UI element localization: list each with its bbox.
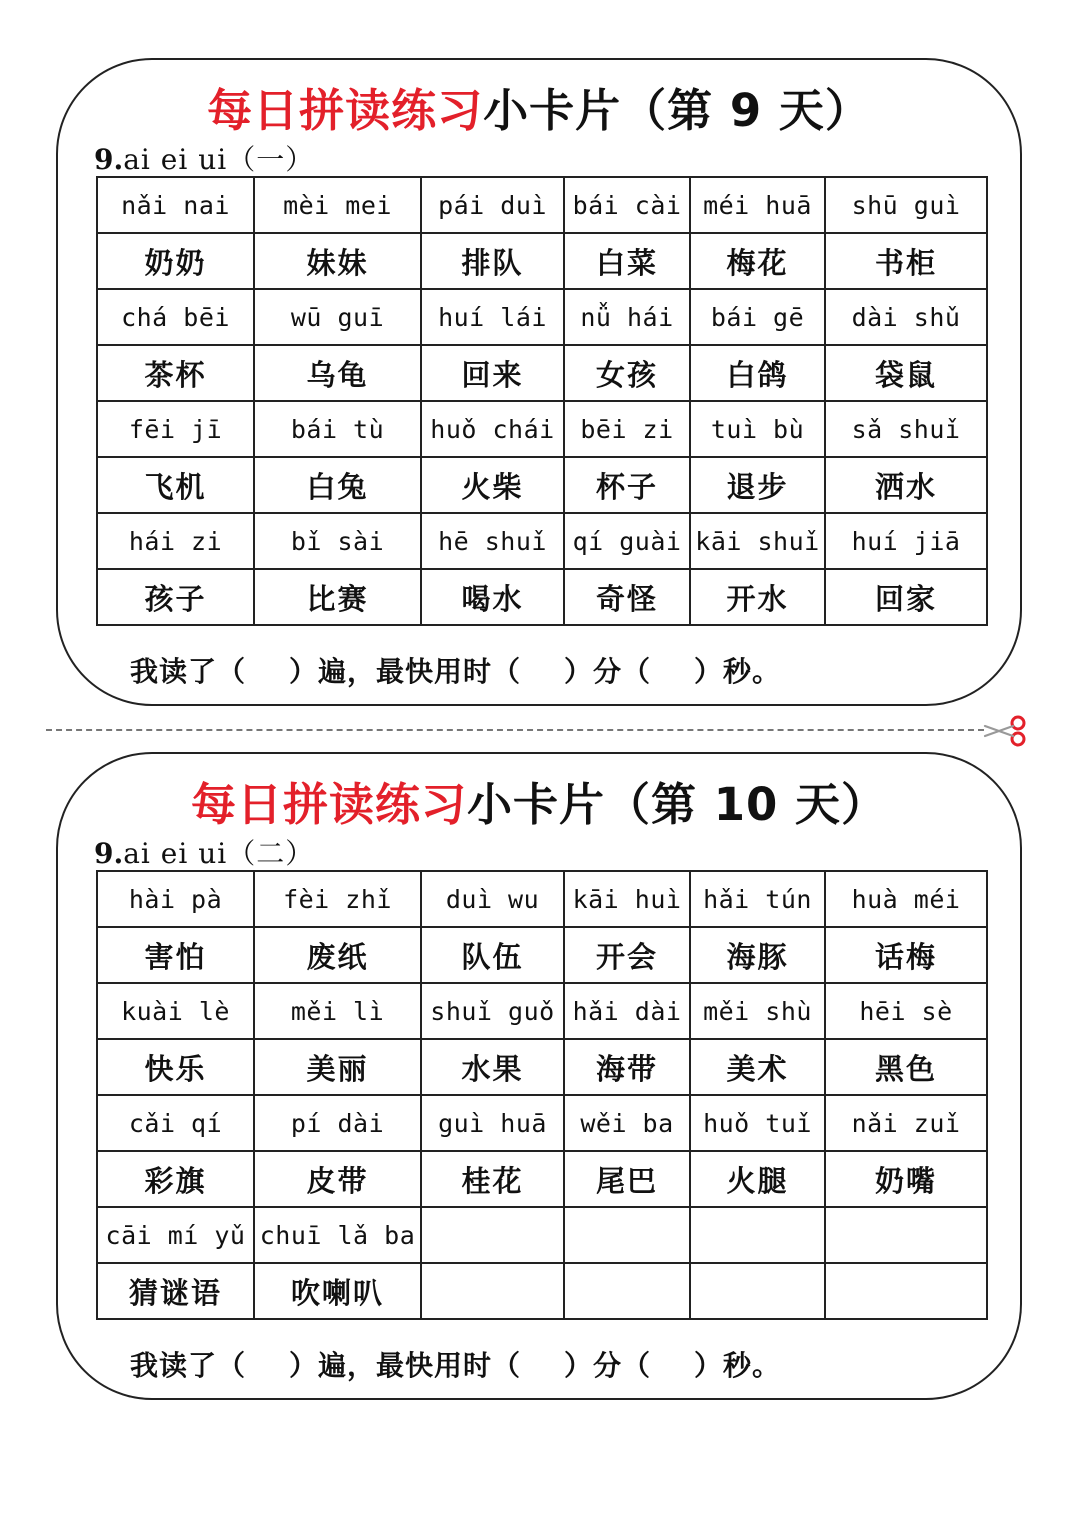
pinyin-cell: cǎi qí	[97, 1095, 254, 1151]
hanzi-cell: 飞机	[97, 457, 254, 513]
practice-card-day-10	[56, 752, 1022, 1400]
pinyin-cell: shū guì	[825, 177, 987, 233]
pinyin-row	[97, 983, 987, 1039]
hanzi-cell: 吹喇叭	[254, 1263, 421, 1319]
hanzi-row	[97, 569, 987, 625]
pinyin-row	[97, 513, 987, 569]
hanzi-cell: 桂花	[421, 1151, 564, 1207]
hanzi-cell: 杯子	[564, 457, 690, 513]
pinyin-cell	[690, 1207, 825, 1263]
hanzi-cell: 奶奶	[97, 233, 254, 289]
pinyin-cell: hǎi tún	[690, 871, 825, 927]
hanzi-cell: 袋鼠	[825, 345, 987, 401]
hanzi-row	[97, 1151, 987, 1207]
hanzi-cell: 女孩	[564, 345, 690, 401]
section-label	[94, 832, 314, 872]
hanzi-cell	[421, 1263, 564, 1319]
pinyin-cell	[564, 1207, 690, 1263]
pinyin-cell	[825, 1207, 987, 1263]
title-black-text: 小卡片（	[483, 84, 668, 137]
hanzi-cell: 梅花	[690, 233, 825, 289]
pinyin-cell: kuài lè	[97, 983, 254, 1039]
pinyin-cell: huí lái	[421, 289, 564, 345]
pinyin-cell: cāi mí yǔ	[97, 1207, 254, 1263]
hanzi-cell: 害怕	[97, 927, 254, 983]
pinyin-cell: pái duì	[421, 177, 564, 233]
hanzi-cell: 美术	[690, 1039, 825, 1095]
pinyin-cell: dài shǔ	[825, 289, 987, 345]
hanzi-cell: 洒水	[825, 457, 987, 513]
pinyin-cell: hē shuǐ	[421, 513, 564, 569]
title-day-suffix: 天）	[795, 778, 888, 831]
hanzi-cell: 喝水	[421, 569, 564, 625]
title-day-number: 10	[713, 778, 779, 831]
pinyin-cell: qí guài	[564, 513, 690, 569]
pinyin-cell: duì wu	[421, 871, 564, 927]
hanzi-cell: 海带	[564, 1039, 690, 1095]
hanzi-cell: 乌龟	[254, 345, 421, 401]
pinyin-cell: bái cài	[564, 177, 690, 233]
hanzi-cell: 白菜	[564, 233, 690, 289]
pinyin-cell: huà méi	[825, 871, 987, 927]
section-number: 9.	[94, 837, 124, 870]
hanzi-row	[97, 927, 987, 983]
hanzi-cell: 美丽	[254, 1039, 421, 1095]
pinyin-cell: sǎ shuǐ	[825, 401, 987, 457]
pinyin-cell: fēi jī	[97, 401, 254, 457]
hanzi-cell: 海豚	[690, 927, 825, 983]
hanzi-cell: 黑色	[825, 1039, 987, 1095]
pinyin-cell: hēi sè	[825, 983, 987, 1039]
pinyin-row	[97, 871, 987, 927]
hanzi-cell: 回家	[825, 569, 987, 625]
card-title	[58, 768, 1020, 833]
pinyin-cell: hái zi	[97, 513, 254, 569]
hanzi-row	[97, 1039, 987, 1095]
cut-line	[46, 729, 984, 731]
hanzi-row	[97, 457, 987, 513]
pinyin-cell: kāi shuǐ	[690, 513, 825, 569]
hanzi-row	[97, 1263, 987, 1319]
title-day-prefix: 第	[667, 84, 714, 137]
hanzi-cell: 排队	[421, 233, 564, 289]
pinyin-row	[97, 1207, 987, 1263]
pinyin-cell: huǒ chái	[421, 401, 564, 457]
pinyin-cell: wěi ba	[564, 1095, 690, 1151]
pinyin-cell: bái gē	[690, 289, 825, 345]
hanzi-cell: 尾巴	[564, 1151, 690, 1207]
hanzi-cell: 彩旗	[97, 1151, 254, 1207]
pinyin-row	[97, 289, 987, 345]
hanzi-cell: 奇怪	[564, 569, 690, 625]
hanzi-cell: 开水	[690, 569, 825, 625]
pinyin-cell: huǒ tuǐ	[690, 1095, 825, 1151]
pinyin-cell: hài pà	[97, 871, 254, 927]
hanzi-row	[97, 233, 987, 289]
pinyin-row	[97, 401, 987, 457]
pinyin-cell: mèi mei	[254, 177, 421, 233]
pinyin-cell: pí dài	[254, 1095, 421, 1151]
section-number: 9.	[94, 143, 124, 176]
hanzi-cell: 皮带	[254, 1151, 421, 1207]
hanzi-cell: 白鸽	[690, 345, 825, 401]
reading-record-line: 我读了（ ）遍，最快用时（ ）分（ ）秒。	[130, 1349, 781, 1382]
pinyin-cell: wū guī	[254, 289, 421, 345]
hanzi-cell: 孩子	[97, 569, 254, 625]
pinyin-cell: guì huā	[421, 1095, 564, 1151]
pinyin-cell: fèi zhǐ	[254, 871, 421, 927]
hanzi-cell: 快乐	[97, 1039, 254, 1095]
pinyin-grid	[96, 870, 988, 1320]
title-day-suffix: 天）	[778, 84, 871, 137]
hanzi-cell	[825, 1263, 987, 1319]
section-text: ai ei ui（一）	[123, 143, 315, 176]
hanzi-cell: 猜谜语	[97, 1263, 254, 1319]
hanzi-cell: 废纸	[254, 927, 421, 983]
hanzi-cell: 茶杯	[97, 345, 254, 401]
section-text: ai ei ui（二）	[123, 837, 315, 870]
hanzi-cell: 比赛	[254, 569, 421, 625]
hanzi-cell: 话梅	[825, 927, 987, 983]
pinyin-cell: bái tù	[254, 401, 421, 457]
pinyin-grid	[96, 176, 988, 626]
hanzi-cell: 开会	[564, 927, 690, 983]
title-red-text: 每日拼读练习	[207, 84, 484, 137]
pinyin-cell: shuǐ guǒ	[421, 983, 564, 1039]
hanzi-cell: 白兔	[254, 457, 421, 513]
pinyin-cell: huí jiā	[825, 513, 987, 569]
pinyin-cell: tuì bù	[690, 401, 825, 457]
pinyin-cell: hǎi dài	[564, 983, 690, 1039]
hanzi-cell: 退步	[690, 457, 825, 513]
title-day-prefix: 第	[651, 778, 698, 831]
pinyin-row	[97, 177, 987, 233]
title-black-text: 小卡片（	[467, 778, 652, 831]
hanzi-cell	[690, 1263, 825, 1319]
reading-record-line: 我读了（ ）遍，最快用时（ ）分（ ）秒。	[130, 655, 781, 688]
pinyin-cell: méi huā	[690, 177, 825, 233]
hanzi-cell: 火腿	[690, 1151, 825, 1207]
pinyin-row	[97, 1095, 987, 1151]
pinyin-cell: chá bēi	[97, 289, 254, 345]
pinyin-cell: nǚ hái	[564, 289, 690, 345]
pinyin-cell: bēi zi	[564, 401, 690, 457]
pinyin-cell: měi lì	[254, 983, 421, 1039]
scissors-icon	[982, 712, 1030, 750]
section-label	[94, 138, 314, 178]
title-day-number: 9	[729, 84, 763, 137]
card-title	[58, 74, 1020, 139]
pinyin-cell: nǎi zuǐ	[825, 1095, 987, 1151]
hanzi-cell: 妹妹	[254, 233, 421, 289]
pinyin-cell: měi shù	[690, 983, 825, 1039]
title-red-text: 每日拼读练习	[190, 778, 467, 831]
practice-card-day-9	[56, 58, 1022, 706]
hanzi-cell: 书柜	[825, 233, 987, 289]
hanzi-cell: 水果	[421, 1039, 564, 1095]
pinyin-cell: nǎi nai	[97, 177, 254, 233]
pinyin-cell	[421, 1207, 564, 1263]
pinyin-cell: chuī lǎ ba	[254, 1207, 421, 1263]
hanzi-cell: 奶嘴	[825, 1151, 987, 1207]
hanzi-cell: 回来	[421, 345, 564, 401]
hanzi-row	[97, 345, 987, 401]
hanzi-cell	[564, 1263, 690, 1319]
pinyin-cell: kāi huì	[564, 871, 690, 927]
pinyin-cell: bǐ sài	[254, 513, 421, 569]
hanzi-cell: 队伍	[421, 927, 564, 983]
hanzi-cell: 火柴	[421, 457, 564, 513]
